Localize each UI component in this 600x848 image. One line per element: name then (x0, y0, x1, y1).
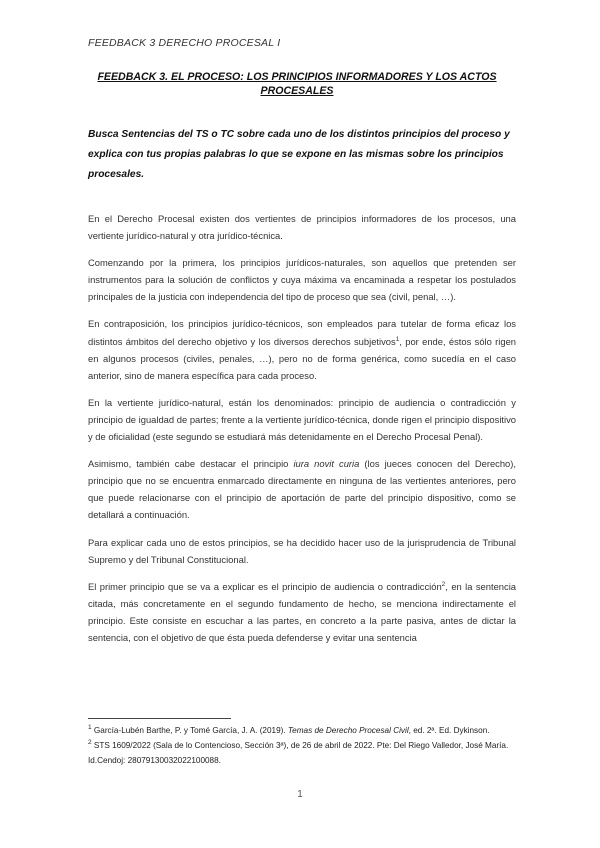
paragraph-7: El primer principio que se va a explicar es el principio de audiencia o contradicción$^2$, en la sentencia citada, más concretamente en el segundo fundamento de hecho, se menciona indirectamente el principio. Este consiste en escuchar a las partes, en concreto a la parte pasiva, antes de dictar la sentencia, con el objetivo de que ésta pueda defenderse y evitar una sentencia (88, 580, 516, 643)
assignment-instruction: Busca Sentencias del TS o TC sobre cada uno de los distintos principios del proceso y explica con tus propias palabras lo que se expone en las mismas sobre los principios procesales. (88, 129, 510, 180)
footnote-1: $^1$ García-Lubén Barthe, P. y Tomé García, J. A. (2019). Temas de Derecho Procesal Civil, ed. 2ª. Ed. Dykinson. (88, 724, 490, 735)
paragraph-4: En la vertiente jurídico-natural, están los denominados: principio de audiencia o contradicción y principio de igualdad de partes; frente a la vertiente jurídico-técnica, donde rigen el principio dispositivo y de oficialidad (este segundo se estudiará más detenidamente en el Derecho Procesal Penal). (88, 396, 516, 443)
paragraph-5: Asimismo, también cabe destacar el principio iura novit curia (los jueces conocen del Derecho), principio que no se encuentra enmarcado directamente en ninguna de las vertientes anteriores, pero que puede relacionarse con el principio de aportación de parte del principio dispositivo, como se detallará a continuación. (88, 458, 516, 521)
title-line-2: PROCESALES (260, 85, 334, 97)
footnote-ref-1: 1 (395, 335, 400, 343)
document-title (80, 70, 514, 98)
latin-term: iura novit curia (293, 458, 360, 470)
footnotes (88, 723, 518, 768)
footnote-ref-2: 2 (441, 580, 446, 588)
running-header: FEEDBACK 3 DERECHO PROCESAL I (88, 37, 281, 49)
paragraph-3: En contraposición, los principios jurídico-técnicos, son empleados para tutelar de forma eficaz los distintos ámbitos del derecho objetivo y los diversos derechos subjetivos$^1$, por ende, éstos sólo rigen en algunos procesos (civiles, penales, …), pero no de forma genérica, como sucedía en el caso anterior, sino de manera específica para cada proceso. (88, 318, 517, 381)
footnote-2: $^2$ STS 1609/2022 (Sala de lo Contencioso, Sección 3ª), de 26 de abril de 2022. Pte: Del Riego Valledor, José María. Id.Cendoj: 28079130032022100088. (88, 739, 509, 765)
paragraph-1: En el Derecho Procesal existen dos vertientes de principios informadores de los procesos, una vertiente jurídico-natural y otra jurídico-técnica. (88, 213, 516, 242)
paragraph-2: Comenzando por la primera, los principios jurídicos-naturales, son aquellos que pretenden ser instrumentos para la solución de conflictos y cuya máxima va encaminada a respetar los postulados principales de la justicia con independencia del tipo de proceso que sea (civil, penal, …). (88, 257, 516, 303)
title-line-1: FEEDBACK 3. EL PROCESO: LOS PRINCIPIOS INFORMADORES Y LOS ACTOS (97, 71, 497, 83)
paragraph-6: Para explicar cada uno de estos principios, se ha decidido hacer uso de la jurisprudencia de Tribunal Supremo y del Tribunal Constitucional. (88, 536, 516, 565)
page-number: 1 (297, 789, 303, 800)
body-text (88, 210, 516, 646)
footnote-divider (88, 718, 231, 719)
